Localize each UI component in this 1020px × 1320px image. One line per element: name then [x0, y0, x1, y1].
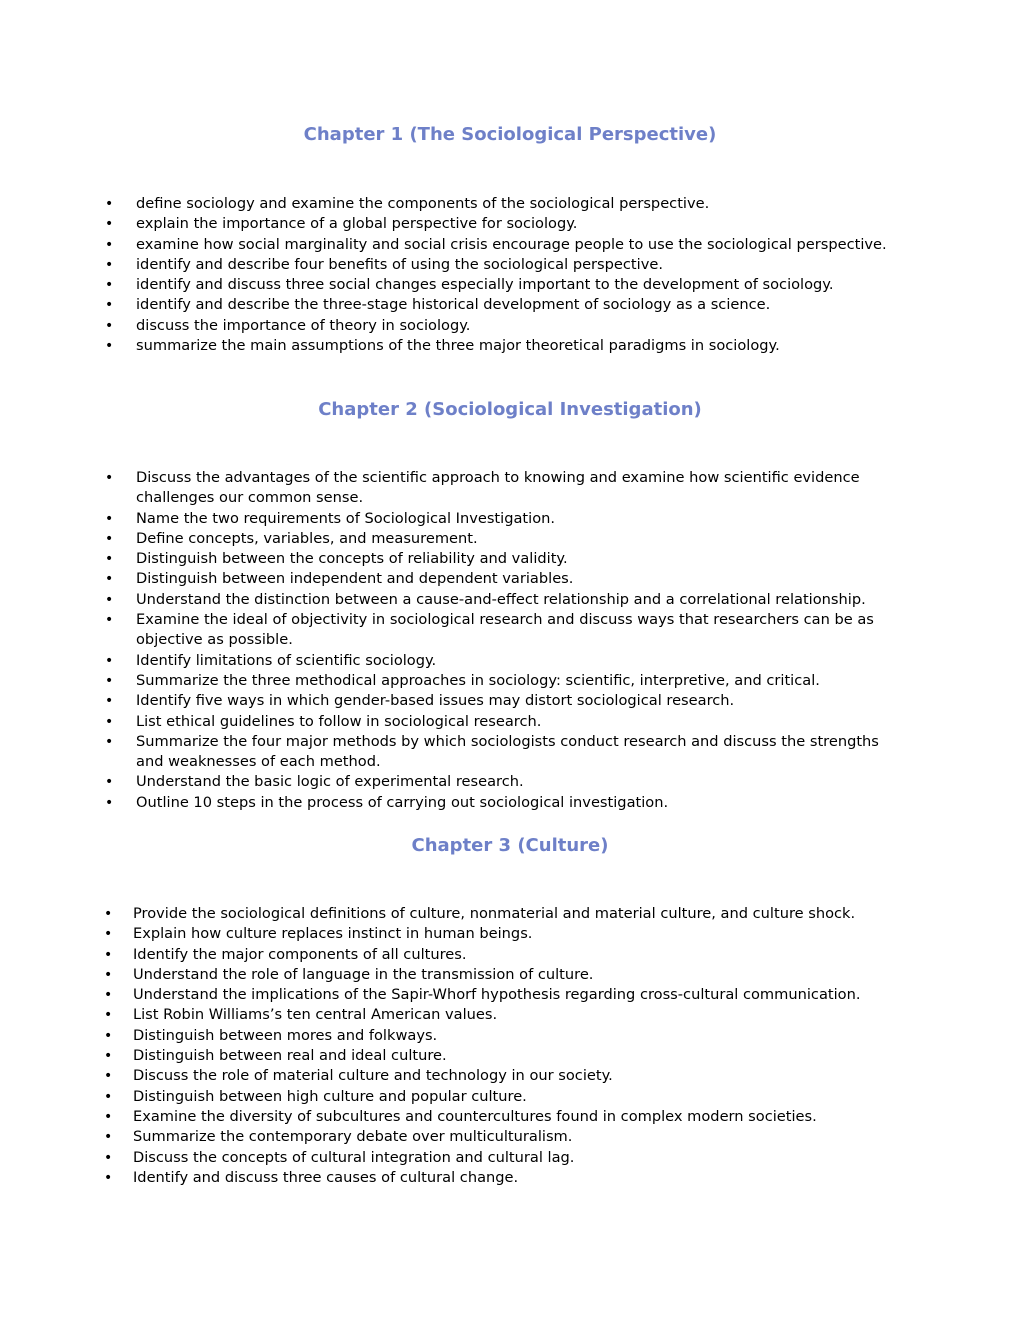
list-item: • Distinguish between the concepts of reliability and validity.	[0, 549, 1020, 569]
bullet-icon: •	[104, 1149, 113, 1166]
list-item: • Summarize the three methodical approaches in sociology: scientific, interpretive, and critical.	[0, 671, 1020, 691]
list-item: • List ethical guidelines to follow in sociological research.	[0, 712, 1020, 732]
bullet-icon: •	[105, 571, 114, 588]
bullet-icon: •	[105, 612, 114, 629]
bullet-icon: •	[105, 713, 114, 730]
bullet-icon: •	[105, 236, 114, 253]
chapter-1-objectives-list	[0, 194, 1020, 356]
list-item: • summarize the main assumptions of the three major theoretical paradigms in sociology.	[0, 336, 1020, 356]
list-item: • identify and describe four benefits of using the sociological perspective.	[0, 255, 1020, 275]
list-item: • examine how social marginality and social crisis encourage people to use the sociological perspective.	[0, 235, 1020, 255]
list-item: • Examine the ideal of objectivity in sociological research and discuss ways that researchers can be as objective as possible.	[105, 611, 874, 649]
list-item: • List Robin Williams’s ten central American values.	[0, 1005, 1020, 1025]
bullet-icon: •	[105, 672, 114, 689]
list-item: • Understand the distinction between a cause-and-effect relationship and a correlational relationship.	[0, 590, 1020, 610]
bullet-icon: •	[105, 551, 114, 568]
list-item: • identify and discuss three social changes especially important to the development of sociology.	[0, 275, 1020, 295]
bullet-icon: •	[105, 216, 114, 233]
list-item: • define sociology and examine the components of the sociological perspective.	[0, 194, 1020, 214]
bullet-icon: •	[104, 1088, 113, 1105]
bullet-icon: •	[105, 774, 114, 791]
chapter-2-objectives-list	[0, 468, 1020, 813]
list-item: • discuss the importance of theory in sociology.	[0, 316, 1020, 336]
bullet-icon: •	[104, 1007, 113, 1024]
bullet-icon: •	[105, 510, 114, 527]
bullet-icon: •	[104, 1048, 113, 1065]
bullet-icon: •	[105, 277, 114, 294]
chapter-1-title: Chapter 1 (The Sociological Perspective)	[303, 124, 717, 145]
list-item: • Identify five ways in which gender-based issues may distort sociological research.	[0, 691, 1020, 711]
bullet-icon: •	[105, 693, 114, 710]
list-item: • Outline 10 steps in the process of carrying out sociological investigation.	[0, 793, 1020, 813]
list-item: • Distinguish between independent and dependent variables.	[0, 569, 1020, 589]
list-item: • Discuss the concepts of cultural integration and cultural lag.	[0, 1148, 1020, 1168]
list-item: • Understand the implications of the Sapir-Whorf hypothesis regarding cross-cultural communication.	[0, 985, 1020, 1005]
list-item: • Define concepts, variables, and measurement.	[0, 529, 1020, 549]
list-item: • Provide the sociological definitions of culture, nonmaterial and material culture, and culture shock.	[0, 904, 1020, 924]
list-item: • identify and describe the three-stage historical development of sociology as a science.	[0, 295, 1020, 315]
chapter-3-objectives-list	[0, 904, 1020, 1188]
list-item: • Discuss the role of material culture and technology in our society.	[0, 1066, 1020, 1086]
bullet-icon: •	[104, 1108, 113, 1125]
list-item: • Identify and discuss three causes of cultural change.	[0, 1168, 1020, 1188]
bullet-icon: •	[105, 470, 114, 486]
bullet-icon: •	[104, 1068, 113, 1085]
bullet-icon: •	[105, 256, 114, 273]
chapter-2-title: Chapter 2 (Sociological Investigation)	[318, 399, 702, 420]
list-item: • Discuss the advantages of the scientific approach to knowing and examine how scientific evidence challenges our common sense.	[105, 469, 860, 507]
bullet-icon: •	[105, 196, 114, 212]
bullet-icon: •	[104, 946, 113, 963]
bullet-icon: •	[105, 338, 114, 355]
bullet-icon: •	[104, 1129, 113, 1146]
list-item: • Understand the role of language in the transmission of culture.	[0, 965, 1020, 985]
bullet-icon: •	[105, 591, 114, 608]
list-item: • Identify the major components of all cultures.	[0, 945, 1020, 965]
bullet-icon: •	[104, 1169, 113, 1186]
bullet-icon: •	[105, 317, 114, 334]
list-item: • Summarize the four major methods by which sociologists conduct research and discuss the strengths and weaknesses of each method.	[105, 732, 879, 771]
bullet-icon: •	[105, 652, 114, 669]
list-item: • Understand the basic logic of experimental research.	[0, 772, 1020, 792]
list-item: • Summarize the contemporary debate over multiculturalism.	[0, 1127, 1020, 1147]
bullet-icon: •	[104, 987, 113, 1004]
bullet-icon: •	[104, 966, 113, 983]
list-item: • Identify limitations of scientific sociology.	[0, 651, 1020, 671]
list-item: • Name the two requirements of Sociological Investigation.	[0, 509, 1020, 529]
bullet-icon: •	[105, 733, 114, 750]
list-item: • Distinguish between mores and folkways.	[0, 1026, 1020, 1046]
list-item: • explain the importance of a global perspective for sociology.	[0, 214, 1020, 234]
list-item: • Distinguish between real and ideal culture.	[0, 1046, 1020, 1066]
bullet-icon: •	[105, 794, 114, 811]
chapter-3-title: Chapter 3 (Culture)	[411, 835, 609, 856]
bullet-icon: •	[104, 926, 113, 943]
bullet-icon: •	[105, 297, 114, 314]
bullet-icon: •	[105, 530, 114, 547]
bullet-icon: •	[104, 1027, 113, 1044]
list-item: • Examine the diversity of subcultures and countercultures found in complex modern societies.	[0, 1107, 1020, 1127]
list-item: • Explain how culture replaces instinct in human beings.	[0, 924, 1020, 944]
list-item: • Distinguish between high culture and popular culture.	[0, 1087, 1020, 1107]
bullet-icon: •	[104, 906, 113, 922]
